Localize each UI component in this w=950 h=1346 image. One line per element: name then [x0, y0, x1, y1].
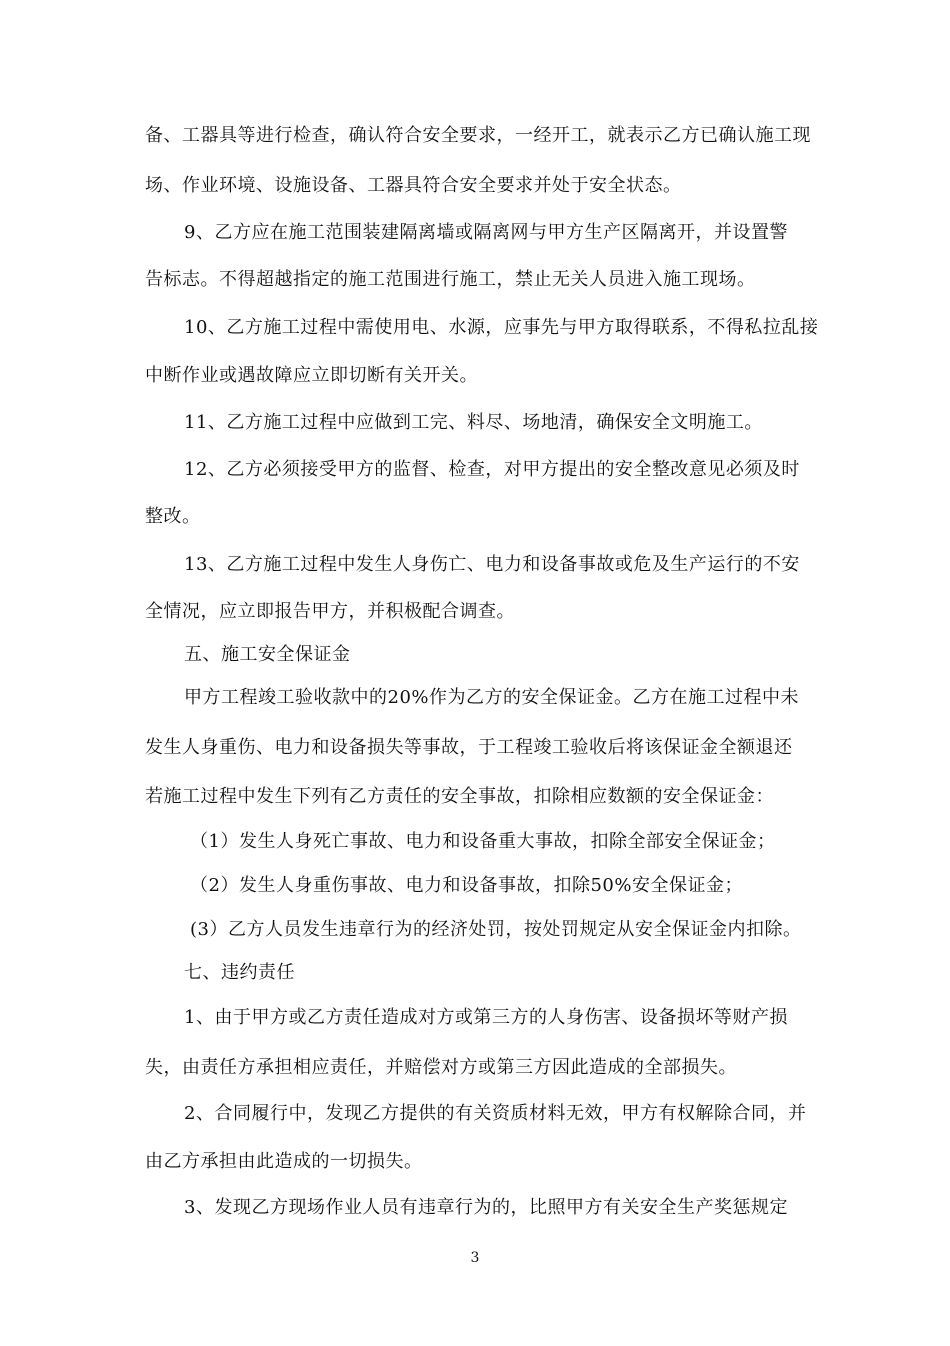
- section-heading: 五、施工安全保证金: [184, 644, 351, 665]
- text-line: 10、乙方施工过程中需使用电、水源，应事先与甲方取得联系，不得私拉乱接: [184, 317, 819, 338]
- text-line: 失，由责任方承担相应责任，并赔偿对方或第三方因此造成的全部损失。: [145, 1057, 737, 1078]
- text-line: 全情况，应立即报告甲方，并积极配合调查。: [145, 601, 515, 622]
- text-line: 整改。: [145, 506, 201, 527]
- text-line: 9、乙方应在施工范围装建隔离墙或隔离网与甲方生产区隔离开，并设置警: [184, 222, 788, 243]
- page-number: 3: [470, 1250, 480, 1266]
- text-line: 3、发现乙方现场作业人员有违章行为的，比照甲方有关安全生产奖惩规定: [184, 1197, 788, 1218]
- text-line: 若施工过程中发生下列有乙方责任的安全事故，扣除相应数额的安全保证金：: [145, 786, 774, 807]
- text-line: 发生人身重伤、电力和设备损失等事故，于工程竣工验收后将该保证金全额退还: [145, 737, 793, 758]
- text-line: 备、工器具等进行检查，确认符合安全要求，一经开工，就表示乙方已确认施工现: [145, 125, 811, 146]
- text-line: 1、由于甲方或乙方责任造成对方或第三方的人身伤害、设备损坏等财产损: [184, 1007, 788, 1028]
- text-line: 场、作业环境、设施设备、工器具符合安全要求并处于安全状态。: [145, 175, 682, 196]
- text-line: 11、乙方施工过程中应做到工完、料尽、场地清，确保安全文明施工。: [184, 412, 763, 433]
- text-line: 中断作业或遇故障应立即切断有关开关。: [145, 365, 478, 386]
- text-line: 由乙方承担由此造成的一切损失。: [145, 1151, 423, 1172]
- text-line: 甲方工程竣工验收款中的20%作为乙方的安全保证金。乙方在施工过程中未: [184, 687, 800, 708]
- list-item: （2）发生人身重伤事故、电力和设备事故，扣除50%安全保证金；: [190, 875, 743, 896]
- text-line: 12、乙方必须接受甲方的监督、检查，对甲方提出的安全整改意见必须及时: [184, 459, 800, 480]
- section-heading: 七、违约责任: [184, 962, 295, 983]
- text-line: 13、乙方施工过程中发生人身伤亡、电力和设备事故或危及生产运行的不安: [184, 554, 800, 575]
- list-item: （1）发生人身死亡事故、电力和设备重大事故，扣除全部安全保证金；: [190, 831, 776, 852]
- text-line: 2、合同履行中，发现乙方提供的有关资质材料无效，甲方有权解除合同，并: [184, 1103, 807, 1124]
- text-line: 告标志。不得超越指定的施工范围进行施工，禁止无关人员进入施工现场。: [145, 269, 756, 290]
- list-item: (3）乙方人员发生违章行为的经济处罚，按处罚规定从安全保证金内扣除。: [190, 919, 802, 940]
